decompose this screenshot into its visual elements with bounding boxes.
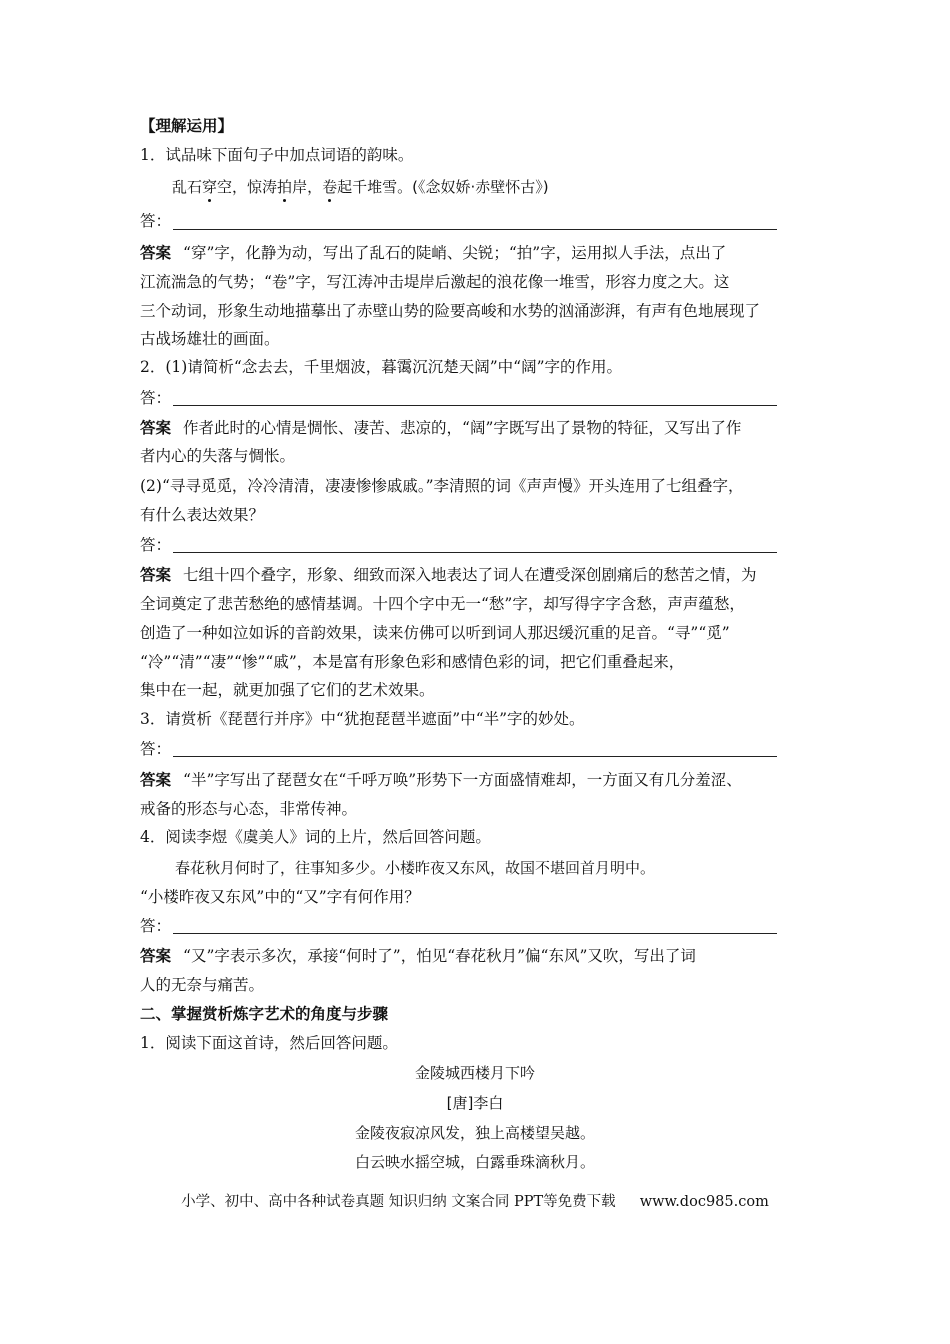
answer-text: “又”字表示多次，承接“何时了”，怕见“春花秋月”偏“东风”又吹，写出了词 xyxy=(183,947,696,965)
answer-prompt: 答： xyxy=(140,389,172,407)
page-footer xyxy=(0,1192,950,1212)
answer-line xyxy=(140,770,742,790)
answer-blank-line[interactable] xyxy=(173,756,777,757)
answer-text: “穿”字，化静为动，写出了乱石的陡峭、尖锐；“拍”字，运用拟人手法，点出了 xyxy=(183,244,727,262)
answer-line: 创造了一种如泣如诉的音韵效果，读来仿佛可以听到词人那迟缓沉重的足音。“寻”“觅” xyxy=(140,624,730,642)
answer-line xyxy=(140,946,696,966)
answer-text: 七组十四个叠字，形象、细致而深入地表达了词人在遭受深创剧痛后的愁苦之情，为 xyxy=(183,566,757,584)
answer-line xyxy=(140,565,757,585)
quote-text: 起千堆雪。(《念奴娇·赤壁怀古》) xyxy=(337,178,549,196)
answer-prompt: 答： xyxy=(140,536,172,554)
dotted-word-chuan: 穿 xyxy=(202,178,218,196)
poem-line: 白云映水摇空城，白露垂珠滴秋月。 xyxy=(354,1153,595,1171)
answer-blank-line[interactable] xyxy=(173,552,777,553)
answer-text: 作者此时的心情是惆怅、凄苦、悲凉的，“阔”字既写出了景物的特征，又写出了作 xyxy=(183,419,742,437)
poem-author: [唐]李白 xyxy=(446,1094,504,1112)
section-2-heading: 二、掌握赏析炼字艺术的角度与步骤 xyxy=(140,1004,389,1023)
answer-line: 古战场雄壮的画面。 xyxy=(140,330,280,348)
question-2a-prompt: 2．(1)请简析“念去去，千里烟波，暮霭沉沉楚天阔”中“阔”字的作用。 xyxy=(140,358,623,376)
answer-key-label: 答案 xyxy=(140,419,172,437)
section-2-prompt: 1．阅读下面这首诗，然后回答问题。 xyxy=(140,1034,398,1052)
answer-line xyxy=(140,243,726,263)
answer-key-label: 答案 xyxy=(140,947,172,965)
question-2b-prompt: (2)“寻寻觅觅，冷冷清清，凄凄惨惨戚戚。”李清照的词《声声慢》开头连用了七组叠字， xyxy=(140,477,744,495)
question-2b-prompt: 有什么表达效果？ xyxy=(140,506,265,524)
answer-line: 三个动词，形象生动地描摹出了赤壁山势的险要高峻和水势的汹涌澎湃，有声有色地展现了 xyxy=(140,302,761,320)
answer-prompt: 答： xyxy=(140,212,172,230)
quote-text: 岸， xyxy=(292,178,323,196)
answer-line: 人的无奈与痛苦。 xyxy=(140,976,265,994)
answer-line: 者内心的失落与惆怅。 xyxy=(140,447,296,465)
question-1-prompt: 1．试品味下面句子中加点词语的韵味。 xyxy=(140,146,414,164)
quote-text: 空，惊涛 xyxy=(217,178,278,196)
answer-line: 江流湍急的气势；“卷”字，写江涛冲击堤岸后激起的浪花像一堆雪，形容力度之大。这 xyxy=(140,273,730,291)
answer-line: 集中在一起，就更加强了它们的艺术效果。 xyxy=(140,681,435,699)
answer-blank-line[interactable] xyxy=(173,229,777,230)
footer-url[interactable]: www.doc985.com xyxy=(639,1194,769,1210)
answer-key-label: 答案 xyxy=(140,566,172,584)
answer-blank-line[interactable] xyxy=(173,405,777,406)
answer-prompt: 答： xyxy=(140,740,172,758)
poem-excerpt: 春花秋月何时了，往事知多少。小楼昨夜又东风，故国不堪回首月明中。 xyxy=(175,859,656,877)
dotted-word-juan: 卷 xyxy=(322,178,338,196)
poem-title: 金陵城西楼月下吟 xyxy=(414,1064,535,1082)
section-header: 【理解运用】 xyxy=(140,116,234,135)
answer-line: 全词奠定了悲苦愁绝的感情基调。十四个字中无一“愁”字，却写得字字含愁，声声蕴愁， xyxy=(140,595,745,613)
answer-key-label: 答案 xyxy=(140,244,172,262)
quote-text: 乱石 xyxy=(172,178,203,196)
answer-prompt: 答： xyxy=(140,917,172,935)
answer-text: “半”字写出了琵琶女在“千呼万唤”形势下一方面盛情难却，一方面又有几分羞涩、 xyxy=(183,771,742,789)
answer-line: “冷”“清”“凄”“惨”“戚”，本是富有形象色彩和感情色彩的词，把它们重叠起来， xyxy=(140,653,685,671)
answer-line xyxy=(140,418,741,438)
answer-blank-line[interactable] xyxy=(173,933,777,934)
poem-line: 金陵夜寂凉风发，独上高楼望吴越。 xyxy=(354,1124,595,1142)
question-4-prompt: 4．阅读李煜《虞美人》词的上片，然后回答问题。 xyxy=(140,828,491,846)
question-1-quote xyxy=(172,177,549,197)
question-4-sub: “小楼昨夜又东风”中的“又”字有何作用？ xyxy=(140,888,420,906)
dotted-word-pai: 拍 xyxy=(277,178,293,196)
footer-text: 小学、初中、高中各种试卷真题 知识归纳 文案合同 PPT等免费下载 xyxy=(181,1194,616,1210)
answer-key-label: 答案 xyxy=(140,771,172,789)
answer-line: 戒备的形态与心态，非常传神。 xyxy=(140,800,358,818)
question-3-prompt: 3．请赏析《琵琶行并序》中“犹抱琵琶半遮面”中“半”字的妙处。 xyxy=(140,710,585,728)
